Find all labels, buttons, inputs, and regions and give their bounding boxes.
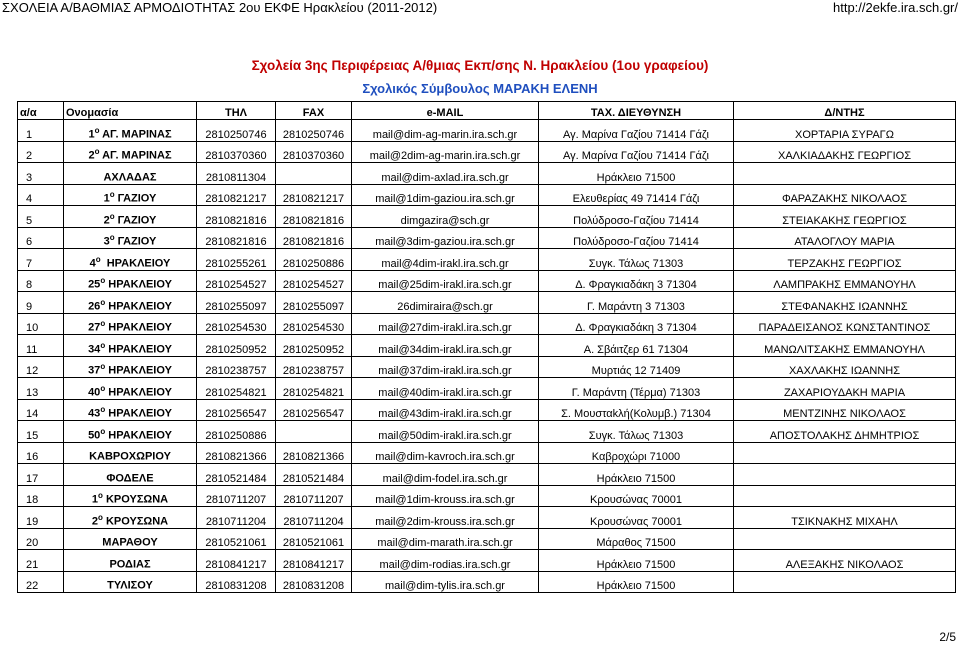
address-cell: Μυρτιάς 12 71409	[539, 356, 734, 378]
school-name	[64, 227, 197, 249]
fax-cell: 2810254821	[276, 378, 352, 400]
email-cell: mail@25dim-irakl.ira.sch.gr	[352, 270, 539, 292]
director-cell: ΜΕΝΤΖΙΝΗΣ ΝΙΚΟΛΑΟΣ	[734, 399, 956, 421]
ordinal-suffix: ο	[98, 512, 103, 522]
row-number: 22	[18, 571, 64, 593]
school-name-text: ΑΓ. ΜΑΡΙΝΑΣ	[99, 128, 172, 141]
table-row	[18, 313, 956, 335]
director-cell	[734, 485, 956, 507]
fax-cell: 2810254530	[276, 313, 352, 335]
director-cell: ΖΑΧΑΡΙΟΥΔΑΚΗ ΜΑΡΙΑ	[734, 378, 956, 400]
school-name-text: ΗΡΑΚΛΕΙΟΥ	[105, 386, 172, 399]
fax-cell: 2810255097	[276, 292, 352, 314]
table-row	[18, 464, 956, 486]
row-number: 6	[18, 227, 64, 249]
school-name-text: ΑΧΛΑΔΑΣ	[103, 171, 157, 184]
address-cell: Ηράκλειο 71500	[539, 163, 734, 185]
table-row	[18, 335, 956, 357]
director-cell: ΤΣΙΚΝΑΚΗΣ ΜΙΧΑΗΛ	[734, 507, 956, 529]
address-cell: Δ. Φραγκιαδάκη 3 71304	[539, 313, 734, 335]
phone-cell: 2810254527	[197, 270, 276, 292]
row-number: 2	[18, 141, 64, 163]
school-name-text: ΗΡΑΚΛΕΙΟΥ	[105, 365, 172, 377]
school-name	[64, 528, 197, 550]
row-number: 15	[18, 421, 64, 443]
phone-cell: 2810821217	[197, 184, 276, 206]
row-number: 3	[18, 163, 64, 185]
fax-cell: 2810256547	[276, 399, 352, 421]
table-row	[18, 227, 956, 249]
fax-cell: 2810250746	[276, 120, 352, 142]
email-cell: mail@1dim-krouss.ira.sch.gr	[352, 485, 539, 507]
director-cell: ΧΑΛΚΙΑΔΑΚΗΣ ΓΕΩΡΓΙΟΣ	[734, 141, 956, 163]
phone-cell: 2810711204	[197, 507, 276, 529]
school-ordinal: 34	[88, 343, 101, 356]
school-ordinal: 40	[88, 386, 101, 399]
director-cell	[734, 163, 956, 185]
table-header-row	[18, 102, 956, 120]
address-cell: Πολύδροσο-Γαζίου 71414	[539, 206, 734, 228]
school-name	[64, 442, 197, 464]
director-cell: ΛΑΜΠΡΑΚΗΣ ΕΜΜΑΝΟΥΗΛ	[734, 270, 956, 292]
page-number: 2/5	[939, 630, 956, 644]
school-ordinal: 1	[91, 494, 98, 506]
fax-cell: 2810711204	[276, 507, 352, 529]
director-cell	[734, 571, 956, 593]
phone-cell: 2810254530	[197, 313, 276, 335]
school-ordinal: 1	[88, 128, 95, 141]
ordinal-suffix: ο	[100, 276, 106, 286]
email-cell: mail@dim-axlad.ira.sch.gr	[352, 163, 539, 185]
table-row	[18, 163, 956, 185]
school-name	[64, 184, 197, 206]
email-cell: mail@2dim-ag-marin.ira.sch.gr	[352, 141, 539, 163]
email-cell: mail@dim-tylis.ira.sch.gr	[352, 571, 539, 593]
school-ordinal: 2	[91, 515, 98, 528]
row-number: 9	[18, 292, 64, 314]
address-cell: Συγκ. Τάλως 71303	[539, 249, 734, 271]
school-name-text: ΑΓ. ΜΑΡΙΝΑΣ	[99, 150, 172, 162]
phone-cell: 2810250952	[197, 335, 276, 357]
fax-cell: 2810370360	[276, 141, 352, 163]
school-name	[64, 249, 197, 271]
address-cell: Αγ. Μαρίνα Γαζίου 71414 Γάζι	[539, 120, 734, 142]
column-header: Ονομασία	[64, 102, 197, 120]
document-title: Σχολεία 3ης Περιφέρειας Α/θμιας Εκπ/σης Ν. Ηρακλείου (1ου γραφείου)	[251, 58, 709, 73]
school-ordinal: 27	[88, 322, 101, 334]
ordinal-suffix: ο	[109, 190, 115, 200]
address-cell: Σ. Μουσταkλή(Κολυμβ.) 71304	[539, 399, 734, 421]
school-name-text: ΡΟΔΙΑΣ	[109, 558, 151, 571]
fax-cell: 2810821217	[276, 184, 352, 206]
schools-table	[17, 101, 956, 593]
fax-cell: 2810250952	[276, 335, 352, 357]
row-number: 12	[18, 356, 64, 378]
row-number: 8	[18, 270, 64, 292]
director-cell	[734, 528, 956, 550]
address-cell: Κρουσώνας 70001	[539, 485, 734, 507]
ordinal-suffix: ο	[100, 297, 106, 307]
school-name	[64, 313, 197, 335]
school-name-text: ΗΡΑΚΛΕΙΟΥ	[105, 300, 172, 313]
school-name	[64, 485, 197, 507]
email-cell: mail@34dim-irakl.ira.sch.gr	[352, 335, 539, 357]
row-number: 13	[18, 378, 64, 400]
row-number: 7	[18, 249, 64, 271]
address-cell: Α. Σβάιτζερ 61 71304	[539, 335, 734, 357]
phone-cell: 2810521484	[197, 464, 276, 486]
phone-cell: 2810711207	[197, 485, 276, 507]
school-name-text: ΦΟΔΕΛΕ	[106, 472, 154, 485]
phone-cell: 2810521061	[197, 528, 276, 550]
ordinal-suffix: ο	[98, 491, 103, 501]
email-cell: mail@27dim-irakl.ira.sch.gr	[352, 313, 539, 335]
director-cell: ΠΑΡΑΔΕΙΣΑΝΟΣ ΚΩΝΣΤΑΝΤΙΝΟΣ	[734, 313, 956, 335]
ordinal-suffix: ο	[100, 426, 106, 436]
column-header: e-MAIL	[352, 102, 539, 120]
director-cell: ΣΤΕΙΑΚΑΚΗΣ ΓΕΩΡΓΙΟΣ	[734, 206, 956, 228]
table-row	[18, 141, 956, 163]
address-cell: Καβροχώρι 71000	[539, 442, 734, 464]
table-row	[18, 485, 956, 507]
phone-cell: 2810250746	[197, 120, 276, 142]
school-name-text: ΗΡΑΚΛΕΙΟΥ	[105, 429, 172, 442]
row-number: 1	[18, 120, 64, 142]
school-name-text: ΓΑΖΙΟΥ	[114, 214, 157, 227]
address-cell: Ελευθερίας 49 71414 Γάζι	[539, 184, 734, 206]
school-name-text: ΗΡΑΚΛΕΙΟΥ	[105, 343, 172, 356]
ordinal-suffix: ο	[94, 125, 100, 135]
phone-cell: 2810256547	[197, 399, 276, 421]
school-name	[64, 163, 197, 185]
row-number: 5	[18, 206, 64, 228]
table-row	[18, 356, 956, 378]
director-cell: ΧΟΡΤΑΡΙΑ ΣΥΡΑΓΩ	[734, 120, 956, 142]
director-cell	[734, 464, 956, 486]
table-row	[18, 528, 956, 550]
column-header: ΤΗΛ	[197, 102, 276, 120]
fax-cell: 2810821816	[276, 227, 352, 249]
email-cell: 26dimiraira@sch.gr	[352, 292, 539, 314]
fax-cell: 2810831208	[276, 571, 352, 593]
fax-cell: 2810841217	[276, 550, 352, 572]
phone-cell: 2810831208	[197, 571, 276, 593]
school-name-text: ΓΑΖΙΟΥ	[114, 193, 157, 205]
row-number: 14	[18, 399, 64, 421]
page-header-url: http://2ekfe.ira.sch.gr/	[832, 0, 958, 15]
row-number: 4	[18, 184, 64, 206]
school-name	[64, 550, 197, 572]
ordinal-suffix: ο	[100, 405, 106, 415]
address-cell: Πολύδροσο-Γαζίου 71414	[539, 227, 734, 249]
school-name	[64, 292, 197, 314]
school-name	[64, 335, 197, 357]
table-row	[18, 550, 956, 572]
school-name-text: ΗΡΑΚΛΕΙΟΥ	[105, 322, 172, 334]
row-number: 11	[18, 335, 64, 357]
director-cell: ΣΤΕΦΑΝΑΚΗΣ ΙΩΑΝΝΗΣ	[734, 292, 956, 314]
table-row	[18, 249, 956, 271]
director-cell: ΑΠΟΣΤΟΛΑΚΗΣ ΔΗΜΗΤΡΙΟΣ	[734, 421, 956, 443]
phone-cell: 2810255261	[197, 249, 276, 271]
school-name	[64, 141, 197, 163]
school-name	[64, 464, 197, 486]
school-name-text: ΗΡΑΚΛΕΙΟΥ	[105, 279, 172, 291]
column-header: ΤΑΧ. ΔΙΕΥΘΥΝΣΗ	[539, 102, 734, 120]
email-cell: mail@dim-ag-marin.ira.sch.gr	[352, 120, 539, 142]
school-name-text: ΗΡΑΚΛΕΙΟΥ	[105, 408, 172, 420]
fax-cell: 2810821366	[276, 442, 352, 464]
ordinal-suffix: ο	[100, 319, 106, 329]
school-ordinal: 3	[103, 236, 110, 248]
school-name-text: ΓΑΖΙΟΥ	[114, 236, 157, 248]
email-cell: mail@dim-rodias.ira.sch.gr	[352, 550, 539, 572]
school-name	[64, 270, 197, 292]
table-row	[18, 442, 956, 464]
fax-cell: 2810238757	[276, 356, 352, 378]
table-row	[18, 120, 956, 142]
phone-cell: 2810238757	[197, 356, 276, 378]
table-row	[18, 571, 956, 593]
email-cell: mail@1dim-gaziou.ira.sch.gr	[352, 184, 539, 206]
phone-cell: 2810821366	[197, 442, 276, 464]
email-cell: mail@dim-kavroch.ira.sch.gr	[352, 442, 539, 464]
table-row	[18, 378, 956, 400]
fax-cell: 2810711207	[276, 485, 352, 507]
address-cell: Συγκ. Τάλως 71303	[539, 421, 734, 443]
address-cell: Ηράκλειο 71500	[539, 571, 734, 593]
fax-cell	[276, 421, 352, 443]
address-cell: Αγ. Μαρίνα Γαζίου 71414 Γάζι	[539, 141, 734, 163]
school-name	[64, 421, 197, 443]
fax-cell: 2810521061	[276, 528, 352, 550]
email-cell: mail@dim-marath.ira.sch.gr	[352, 528, 539, 550]
school-name	[64, 399, 197, 421]
school-name	[64, 571, 197, 593]
table-row	[18, 292, 956, 314]
ordinal-suffix: ο	[100, 362, 106, 372]
document-subtitle: Σχολικός Σύμβουλος ΜΑΡΑΚΗ ΕΛΕΝΗ	[362, 81, 598, 96]
column-header: FAX	[276, 102, 352, 120]
school-name-text: ΜΑΡΑΘΟΥ	[102, 537, 158, 549]
phone-cell: 2810841217	[197, 550, 276, 572]
table-row	[18, 399, 956, 421]
phone-cell: 2810250886	[197, 421, 276, 443]
column-header: α/α	[18, 102, 64, 120]
director-cell: ΜΑΝΩΛΙΤΣΑΚΗΣ ΕΜΜΑΝΟΥΗΛ	[734, 335, 956, 357]
fax-cell	[276, 163, 352, 185]
ordinal-suffix: ο	[95, 254, 101, 264]
email-cell: mail@2dim-krouss.ira.sch.gr	[352, 507, 539, 529]
column-header: Δ/ΝΤΗΣ	[734, 102, 956, 120]
school-name	[64, 507, 197, 529]
phone-cell: 2810821816	[197, 227, 276, 249]
school-name-text: ΤΥΛΙΣΟΥ	[107, 580, 153, 592]
phone-cell: 2810811304	[197, 163, 276, 185]
row-number: 16	[18, 442, 64, 464]
email-cell: mail@3dim-gaziou.ira.sch.gr	[352, 227, 539, 249]
email-cell: mail@50dim-irakl.ira.sch.gr	[352, 421, 539, 443]
school-ordinal: 50	[88, 429, 101, 442]
address-cell: Μάραθος 71500	[539, 528, 734, 550]
director-cell	[734, 442, 956, 464]
ordinal-suffix: ο	[94, 147, 100, 157]
ordinal-suffix: ο	[100, 340, 106, 350]
table-row	[18, 270, 956, 292]
fax-cell: 2810254527	[276, 270, 352, 292]
row-number: 18	[18, 485, 64, 507]
school-name-text: ΚΑΒΡΟΧΩΡΙΟΥ	[89, 451, 171, 463]
table-row	[18, 184, 956, 206]
phone-cell: 2810821816	[197, 206, 276, 228]
school-name-text: ΗΡΑΚΛΕΙΟΥ	[100, 257, 171, 270]
table-row	[18, 507, 956, 529]
row-number: 21	[18, 550, 64, 572]
address-cell: Κρουσώνας 70001	[539, 507, 734, 529]
director-cell: ΑΤΑΛΟΓΛΟΥ ΜΑΡΙΑ	[734, 227, 956, 249]
address-cell: Ηράκλειο 71500	[539, 464, 734, 486]
address-cell: Γ. Μαράντη (Τέρμα) 71303	[539, 378, 734, 400]
school-ordinal: 2	[103, 214, 110, 227]
school-ordinal: 43	[88, 408, 101, 420]
email-cell: mail@43dim-irakl.ira.sch.gr	[352, 399, 539, 421]
school-name	[64, 378, 197, 400]
school-ordinal: 37	[88, 365, 101, 377]
school-name	[64, 120, 197, 142]
email-cell: mail@40dim-irakl.ira.sch.gr	[352, 378, 539, 400]
school-name-text: ΚΡΟΥΣΩΝΑ	[102, 494, 169, 506]
school-ordinal: 4	[89, 257, 96, 270]
ordinal-suffix: ο	[109, 233, 115, 243]
fax-cell: 2810250886	[276, 249, 352, 271]
table-row	[18, 206, 956, 228]
director-cell: ΑΛΕΞΑΚΗΣ ΝΙΚΟΛΑΟΣ	[734, 550, 956, 572]
director-cell: ΤΕΡΖΑΚΗΣ ΓΕΩΡΓΙΟΣ	[734, 249, 956, 271]
row-number: 19	[18, 507, 64, 529]
director-cell: ΧΑΧΛΑΚΗΣ ΙΩΑΝΝΗΣ	[734, 356, 956, 378]
director-cell: ΦΑΡΑΖΑΚΗΣ ΝΙΚΟΛΑΟΣ	[734, 184, 956, 206]
phone-cell: 2810255097	[197, 292, 276, 314]
school-ordinal: 26	[88, 300, 101, 313]
email-cell: mail@37dim-irakl.ira.sch.gr	[352, 356, 539, 378]
fax-cell: 2810521484	[276, 464, 352, 486]
email-cell: dimgazira@sch.gr	[352, 206, 539, 228]
school-ordinal: 1	[103, 193, 110, 205]
school-ordinal: 25	[88, 279, 101, 291]
table-row	[18, 421, 956, 443]
email-cell: mail@4dim-irakl.ira.sch.gr	[352, 249, 539, 271]
school-ordinal: 2	[88, 150, 95, 162]
phone-cell: 2810370360	[197, 141, 276, 163]
row-number: 20	[18, 528, 64, 550]
ordinal-suffix: ο	[109, 211, 115, 221]
school-name	[64, 206, 197, 228]
email-cell: mail@dim-fodel.ira.sch.gr	[352, 464, 539, 486]
address-cell: Γ. Μαράντη 3 71303	[539, 292, 734, 314]
ordinal-suffix: ο	[100, 383, 106, 393]
page-header-left: ΣΧΟΛΕΙΑ Α/ΒΑΘΜΙΑΣ ΑΡΜΟΔΙΟΤΗΤΑΣ 2ου ΕΚΦΕ Ηρακλείου (2011-2012)	[2, 0, 438, 15]
phone-cell: 2810254821	[197, 378, 276, 400]
address-cell: Ηράκλειο 71500	[539, 550, 734, 572]
row-number: 17	[18, 464, 64, 486]
school-name	[64, 356, 197, 378]
school-name-text: ΚΡΟΥΣΩΝΑ	[102, 515, 169, 528]
row-number: 10	[18, 313, 64, 335]
address-cell: Δ. Φραγκιαδάκη 3 71304	[539, 270, 734, 292]
fax-cell: 2810821816	[276, 206, 352, 228]
